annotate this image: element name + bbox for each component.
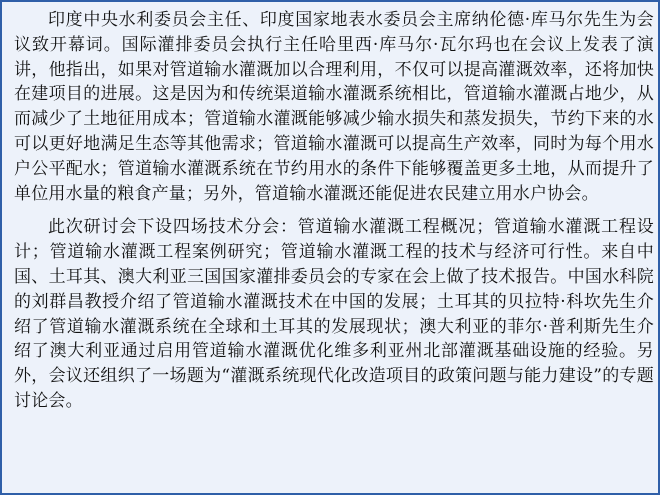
paragraph-technical-sessions: 此次研讨会下设四场技术分会：管道输水灌溉工程概况；管道输水灌溉工程设计；管道输水灌溉工程案例研究；管道输水灌溉工程的技术与经济可行性。来自中国、土耳其、澳大利亚三国国家灌排委员会的专家在会上做了技术报告。中国水科院的刘群昌教授介绍了管道输水灌溉技术在中国的发展；土耳其的贝拉特·科坎先生介绍了管道输水灌溉系统在全球和土耳其的发展现状；澳大利亚的菲尔·普利斯先生介绍了澳大利亚通过启用管道输水灌溉优化维多利亚州北部灌溉基础设施的经验。另外，会议还组织了一场题为“灌溉系统现代化改造项目的政策问题与能力建设”的专题讨论会。 <box>14 217 654 411</box>
paragraph-opening-remarks: 印度中央水利委员会主任、印度国家地表水委员会主席纳伦德·库马尔先生为会议致开幕词。国际灌排委员会执行主任哈里西·库马尔·瓦尔玛也在会议上发表了演讲，他指出，如果对管道输水灌溉加以合理利用，不仅可以提高灌溉效率，还将加快在建项目的进展。这是因为和传统渠道输水灌溉系统相比，管道输水灌溉占地少，从而减少了土地征用成本；管道输水灌溉能够减少输水损失和蒸发损失，节约下来的水可以更好地满足生态等其他需求；管道输水灌溉可以提高生产效率，同时为每个用水户公平配水；管道输水灌溉系统在节约用水的条件下能够覆盖更多土地，从而提升了单位用水量的粮食产量；另外，管道输水灌溉还能促进农民建立用水户协会。 <box>14 10 654 204</box>
document-body <box>14 8 654 414</box>
